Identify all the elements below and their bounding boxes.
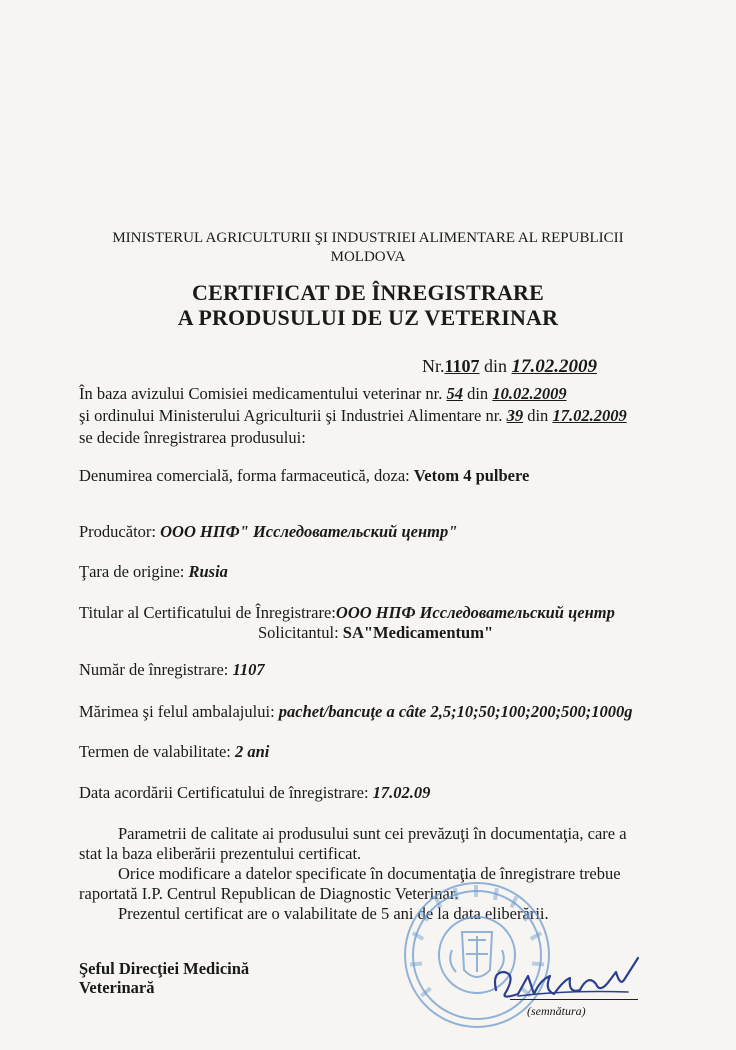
certificate-number: 1107 [444,356,480,376]
field-holder: Titular al Certificatului de Înregistrare:ООО НПФ Исследовательский центр [79,603,615,622]
field-producer: Producător: ООО НПФ" Исследовательский центр" [79,522,458,541]
ministry-line-2: MOLDOVA [330,249,406,265]
grant-date-value: 17.02.09 [372,783,431,802]
note-quality-line-1: Parametrii de calitate ai produsului sunt cei prevăzuţi în documentaţia, care a [118,824,627,843]
ordin-number: 39 [506,406,524,425]
aviz-number: 54 [446,384,463,403]
basis-line-1: În baza avizului Comisiei medicamentului veterinar nr. 54 din 10.02.2009 [79,384,567,403]
ordin-date: 17.02.2009 [552,406,627,425]
field-commercial-name: Denumirea comercială, forma farmaceutică, doza: Vetom 4 pulbere [79,466,530,485]
field-validity: Termen de valabilitate: 2 ani [79,742,270,761]
ministry-line-1: MINISTERUL AGRICULTURII ŞI INDUSTRIEI ALIMENTARE AL REPUBLICII [112,230,624,246]
certificate-title [0,280,736,330]
basis-line-3: se decide înregistrarea produsului: [79,428,306,447]
signatory-role-line-2: Veterinară [79,978,155,997]
aviz-date: 10.02.2009 [492,384,567,403]
note-quality-line-2: stat la baza eliberării prezentului certificat. [79,844,362,863]
origin-value: Rusia [188,562,228,581]
field-packaging: Mărimea şi felul ambalajului: pachet/bancuţe a câte 2,5;10;50;100;200;500;1000g [79,702,633,721]
field-grant-date: Data acordării Certificatului de înregistrare: 17.02.09 [79,783,431,802]
signatory-role-line-1: Şeful Direcţiei Medicină [79,959,250,978]
signature-caption: (semnătura) [527,1004,586,1018]
registration-number-value: 1107 [232,660,265,679]
title-line-1: CERTIFICAT DE ÎNREGISTRARE [191,280,545,305]
title-line-2: A PRODUSULUI DE UZ VETERINAR [177,305,559,330]
field-origin: Ţara de origine: Rusia [79,562,228,581]
producer-value: ООО НПФ" Исследовательский центр" [160,522,458,541]
certificate-date: 17.02.2009 [511,356,598,377]
basis-line-2: şi ordinului Ministerului Agriculturii şi Industriei Alimentare nr. 39 din 17.02.2009 [79,406,627,425]
packaging-value: pachet/bancuţe a câte 2,5;10;50;100;200;500;1000g [278,702,633,721]
note-validity-line: Prezentul certificat are o valabilitate de 5 ani de la data eliberării. [118,904,549,923]
ministry-name [0,229,736,267]
note-changes-line-2: raportată I.P. Centrul Republican de Diagnostic Veterinar. [79,884,459,903]
field-registration-number: Număr de înregistrare: 1107 [79,660,265,679]
holder-value: ООО НПФ Исследовательский центр [335,603,615,622]
certificate-number-line: Nr.1107 din 17.02.2009 [422,356,598,377]
applicant-value: SA"Medicamentum" [342,623,494,642]
validity-value: 2 ani [235,742,270,761]
commercial-name-value: Vetom 4 pulbere [413,466,530,485]
signature-line [510,999,638,1000]
field-applicant: Solicitantul: SA"Medicamentum" [258,623,494,642]
note-changes-line-1: Orice modificare a datelor specificate în documentaţia de înregistrare trebue [118,864,621,883]
